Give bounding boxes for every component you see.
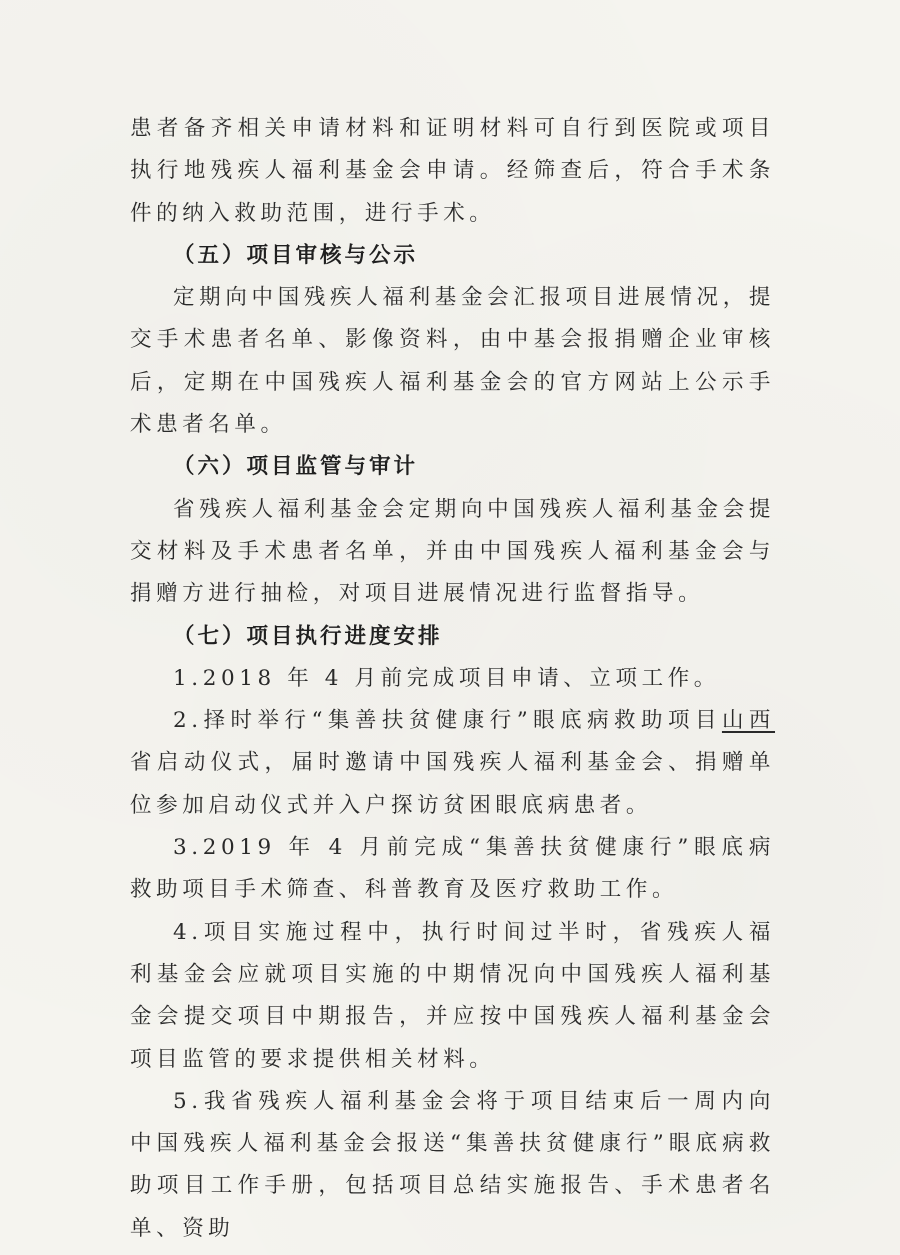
section-heading-review: （五）项目审核与公示 [173, 242, 419, 268]
schedule-item-2 [130, 700, 775, 827]
paragraph-review: 定期向中国残疾人福利基金会汇报项目进展情况，提交手术患者名单、影像资料，由中基会报捐赠企业审核后，定期在中国残疾人福利基金会的官方网站上公示手术患者名单。 [130, 285, 775, 438]
schedule-item-2-post: 省启动仪式，届时邀请中国残疾人福利基金会、捐赠单位参加启动仪式并入户探访贫困眼底病患者。 [130, 750, 775, 818]
document-body [130, 108, 775, 1250]
schedule-item-1: 1.2018 年 4 月前完成项目申请、立项工作。 [173, 665, 720, 691]
province-name-underlined: 山西 [721, 708, 776, 734]
paragraph-application: 患者备齐相关申请材料和证明材料可自行到医院或项目执行地残疾人福利基金会申请。经筛查后，符合手术条件的纳入救助范围，进行手术。 [130, 116, 775, 226]
schedule-item-5: 5.我省残疾人福利基金会将于项目结束后一周内向中国残疾人福利基金会报送“集善扶贫健康行”眼底病救助项目工作手册，包括项目总结实施报告、手术患者名单、资助 [130, 1088, 775, 1241]
schedule-item-4: 4.项目实施过程中，执行时间过半时，省残疾人福利基金会应就项目实施的中期情况向中国残疾人福利基金会提交项目中期报告，并应按中国残疾人福利基金会项目监管的要求提供相关材料。 [130, 919, 775, 1072]
section-heading-schedule: （七）项目执行进度安排 [173, 623, 443, 649]
section-heading-supervision: （六）项目监管与审计 [173, 454, 419, 480]
paragraph-supervision: 省残疾人福利基金会定期向中国残疾人福利基金会提交材料及手术患者名单，并由中国残疾人福利基金会与捐赠方进行抽检，对项目进展情况进行监督指导。 [130, 496, 775, 607]
schedule-item-2-pre: 2.择时举行“集善扶贫健康行”眼底病救助项目 [173, 708, 722, 734]
schedule-item-3: 3.2019 年 4 月前完成“集善扶贫健康行”眼底病救助项目手术筛查、科普教育及医疗救助工作。 [130, 835, 775, 903]
